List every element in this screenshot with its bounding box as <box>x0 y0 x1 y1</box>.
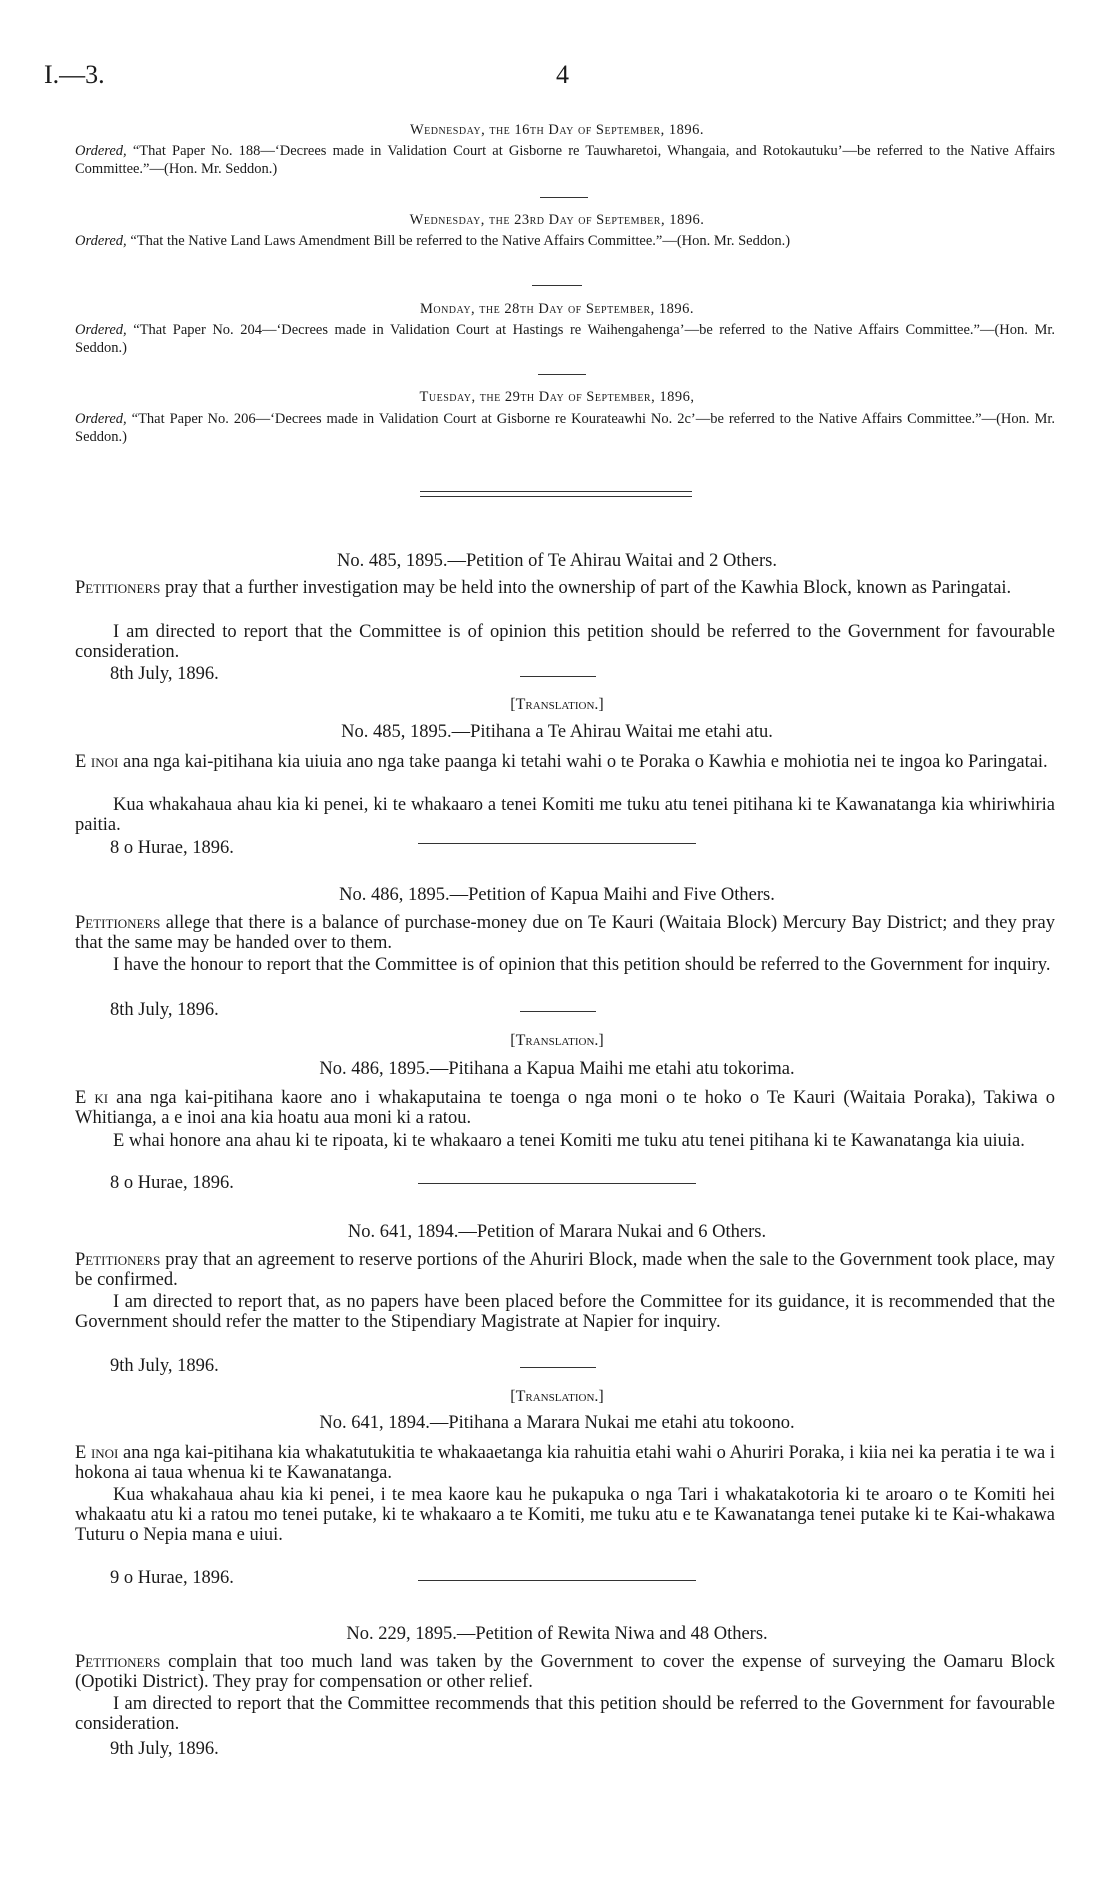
page-number: 4 <box>556 60 569 89</box>
translation-report: E whai honore ana ahau ki te ripoata, ki te whakaaro a tenei Komiti me tuku atu tenei pitihana ki te Kawanatanga kia uiuia. <box>113 1131 1025 1151</box>
petitioners-label: Petitioners <box>75 578 161 598</box>
order-body: “That Paper No. 206—‘Decrees made in Validation Court at Gisborne re Kourateawhi No. 2c’—be referred to the Native Affairs Committee.”—(Hon. Mr. Seddon.) <box>75 411 1055 445</box>
translation-paragraph: E inoi ana nga kai-pitihana kia whakatutukitia te whakaaetanga kia rahuitia etahi wahi o Ahuriri Poraka, i kiia nei ka peratia i te wa i hokona ai taua whenua ki te Kawanatanga. <box>75 1443 1055 1483</box>
order-text <box>75 232 1055 250</box>
order-text <box>75 321 1055 357</box>
section-rule-top <box>420 491 692 492</box>
ordered-label: Ordered, <box>75 411 127 427</box>
section-divider <box>418 1580 696 1581</box>
order-body: “That Paper No. 204—‘Decrees made in Validation Court at Hastings re Waihengahenga’—be referred to the Native Affairs Committee.”—(Hon. Mr. Seddon.) <box>75 322 1055 356</box>
petition-paragraph: Petitioners allege that there is a balance of purchase-money due on Te Kauri (Waitaia Block) Mercury Bay District; and they pray that the same may be handed over to them. <box>75 913 1055 953</box>
translation-date: 9 o Hurae, 1896. <box>110 1568 234 1588</box>
report-date: 9th July, 1896. <box>110 1356 219 1376</box>
petition-paragraph: Petitioners complain that too much land was taken by the Government to cover the expense of surveying the Oamaru Block (Opotiki District). They pray for compensation or other relief. <box>75 1652 1055 1692</box>
divider <box>538 374 586 375</box>
translation-report: Kua whakahaua ahau kia ki penei, i te mea kaore kau he pukapuka o nga Tari i whakatakotoria ki te aroaro o te Komiti hei whakaatu atu ki a ratou mo tenei putake, ki te whakaaro a te Komiti, me tuku atu e te Kawanatanga tenei putake ki te Kai-whakawa Tuturu o Nepia mana e uiui. <box>75 1485 1055 1545</box>
order-heading: Monday, the 28th Day of September, 1896. <box>419 301 695 317</box>
translation-report: Kua whakahaua ahau kia ki penei, ki te whakaaro a tenei Komiti me tuku atu tenei pitihana ki te Kawanatanga kia whiriwhiria paitia. <box>75 795 1055 835</box>
translation-title: No. 641, 1894.—Pitihana a Marara Nukai me etahi atu tokoono. <box>319 1413 795 1433</box>
order-body: “That the Native Land Laws Amendment Bill be referred to the Native Affairs Committee.”—(Hon. Mr. Seddon.) <box>126 233 791 249</box>
order-heading: Wednesday, the 16th Day of September, 1896. <box>409 122 705 138</box>
petitioners-label: Petitioners <box>75 913 161 933</box>
petition-paragraph: Petitioners pray that a further investigation may be held into the ownership of part of the Kawhia Block, known as Paringatai. <box>75 578 1012 598</box>
ordered-label: Ordered, <box>75 233 127 249</box>
section-divider <box>418 1183 696 1184</box>
petitioners-label: Petitioners <box>75 1652 161 1672</box>
translation-label: [Translation.] <box>510 1388 604 1405</box>
translation-title: No. 486, 1895.—Pitihana a Kapua Maihi me etahi atu tokorima. <box>319 1059 795 1079</box>
report-date: 9th July, 1896. <box>110 1739 219 1759</box>
order-body: “That Paper No. 188—‘Decrees made in Validation Court at Gisborne re Tauwharetoi, Whangaia, and Rotokautuku’—be referred to the Native Affairs Committee.”—(Hon. Mr. Seddon.) <box>75 143 1055 177</box>
divider <box>532 285 582 286</box>
divider <box>520 676 596 677</box>
report-paragraph: I am directed to report that the Committee recommends that this petition should be referred to the Government for favourable consideration. <box>75 1694 1055 1734</box>
report-paragraph: I am directed to report that the Committee is of opinion this petition should be referred to the Government for favourable consideration. <box>75 622 1055 662</box>
order-text <box>75 410 1055 446</box>
petition-paragraph: Petitioners pray that an agreement to reserve portions of the Ahuriri Block, made when the sale to the Government took place, may be confirmed. <box>75 1250 1055 1290</box>
report-date: 8th July, 1896. <box>110 1000 219 1020</box>
divider <box>520 1367 596 1368</box>
divider <box>540 197 588 198</box>
order-text <box>75 142 1055 178</box>
order-heading: Wednesday, the 23rd Day of September, 1896. <box>409 212 705 228</box>
petition-title: No. 486, 1895.—Petition of Kapua Maihi and Five Others. <box>339 885 775 905</box>
petitioners-label: Petitioners <box>75 1250 161 1270</box>
translation-label: [Translation.] <box>510 1032 604 1049</box>
divider <box>520 1011 596 1012</box>
translation-label: [Translation.] <box>510 696 604 713</box>
translation-paragraph: E ki ana nga kai-pitihana kaore ano i whakaputaina te toenga o nga moni o te hoko o Te Kauri (Waitaia Poraka), Takiwa o Whitianga, a e inoi ana kia hoatu aua moni ki a ratou. <box>75 1088 1055 1128</box>
report-paragraph: I am directed to report that, as no papers have been placed before the Committee for its guidance, it is recommended that the Government should refer the matter to the Stipendiary Magistrate at Napier for inquiry. <box>75 1292 1055 1332</box>
petition-title: No. 485, 1895.—Petition of Te Ahirau Waitai and 2 Others. <box>337 551 777 571</box>
translation-paragraph: E inoi ana nga kai-pitihana kia uiuia ano nga take paanga ki tetahi wahi o te Poraka o Kawhia e mohiotia nei te ingoa ko Paringatai. <box>75 752 1048 772</box>
section-rule-bottom <box>420 496 692 497</box>
report-date: 8th July, 1896. <box>110 664 219 684</box>
translation-title: No. 485, 1895.—Pitihana a Te Ahirau Waitai me etahi atu. <box>341 722 773 742</box>
translation-date: 8 o Hurae, 1896. <box>110 1173 234 1193</box>
order-heading: Tuesday, the 29th Day of September, 1896, <box>419 389 695 405</box>
ordered-label: Ordered, <box>75 322 127 338</box>
petition-title: No. 229, 1895.—Petition of Rewita Niwa and 48 Others. <box>346 1624 768 1644</box>
document-reference: I.—3. <box>44 60 105 89</box>
translation-date: 8 o Hurae, 1896. <box>110 838 234 858</box>
petition-title: No. 641, 1894.—Petition of Marara Nukai and 6 Others. <box>347 1222 767 1242</box>
section-divider <box>418 843 696 844</box>
report-paragraph: I have the honour to report that the Committee is of opinion that this petition should be referred to the Government for inquiry. <box>113 955 1051 975</box>
ordered-label: Ordered, <box>75 143 127 159</box>
